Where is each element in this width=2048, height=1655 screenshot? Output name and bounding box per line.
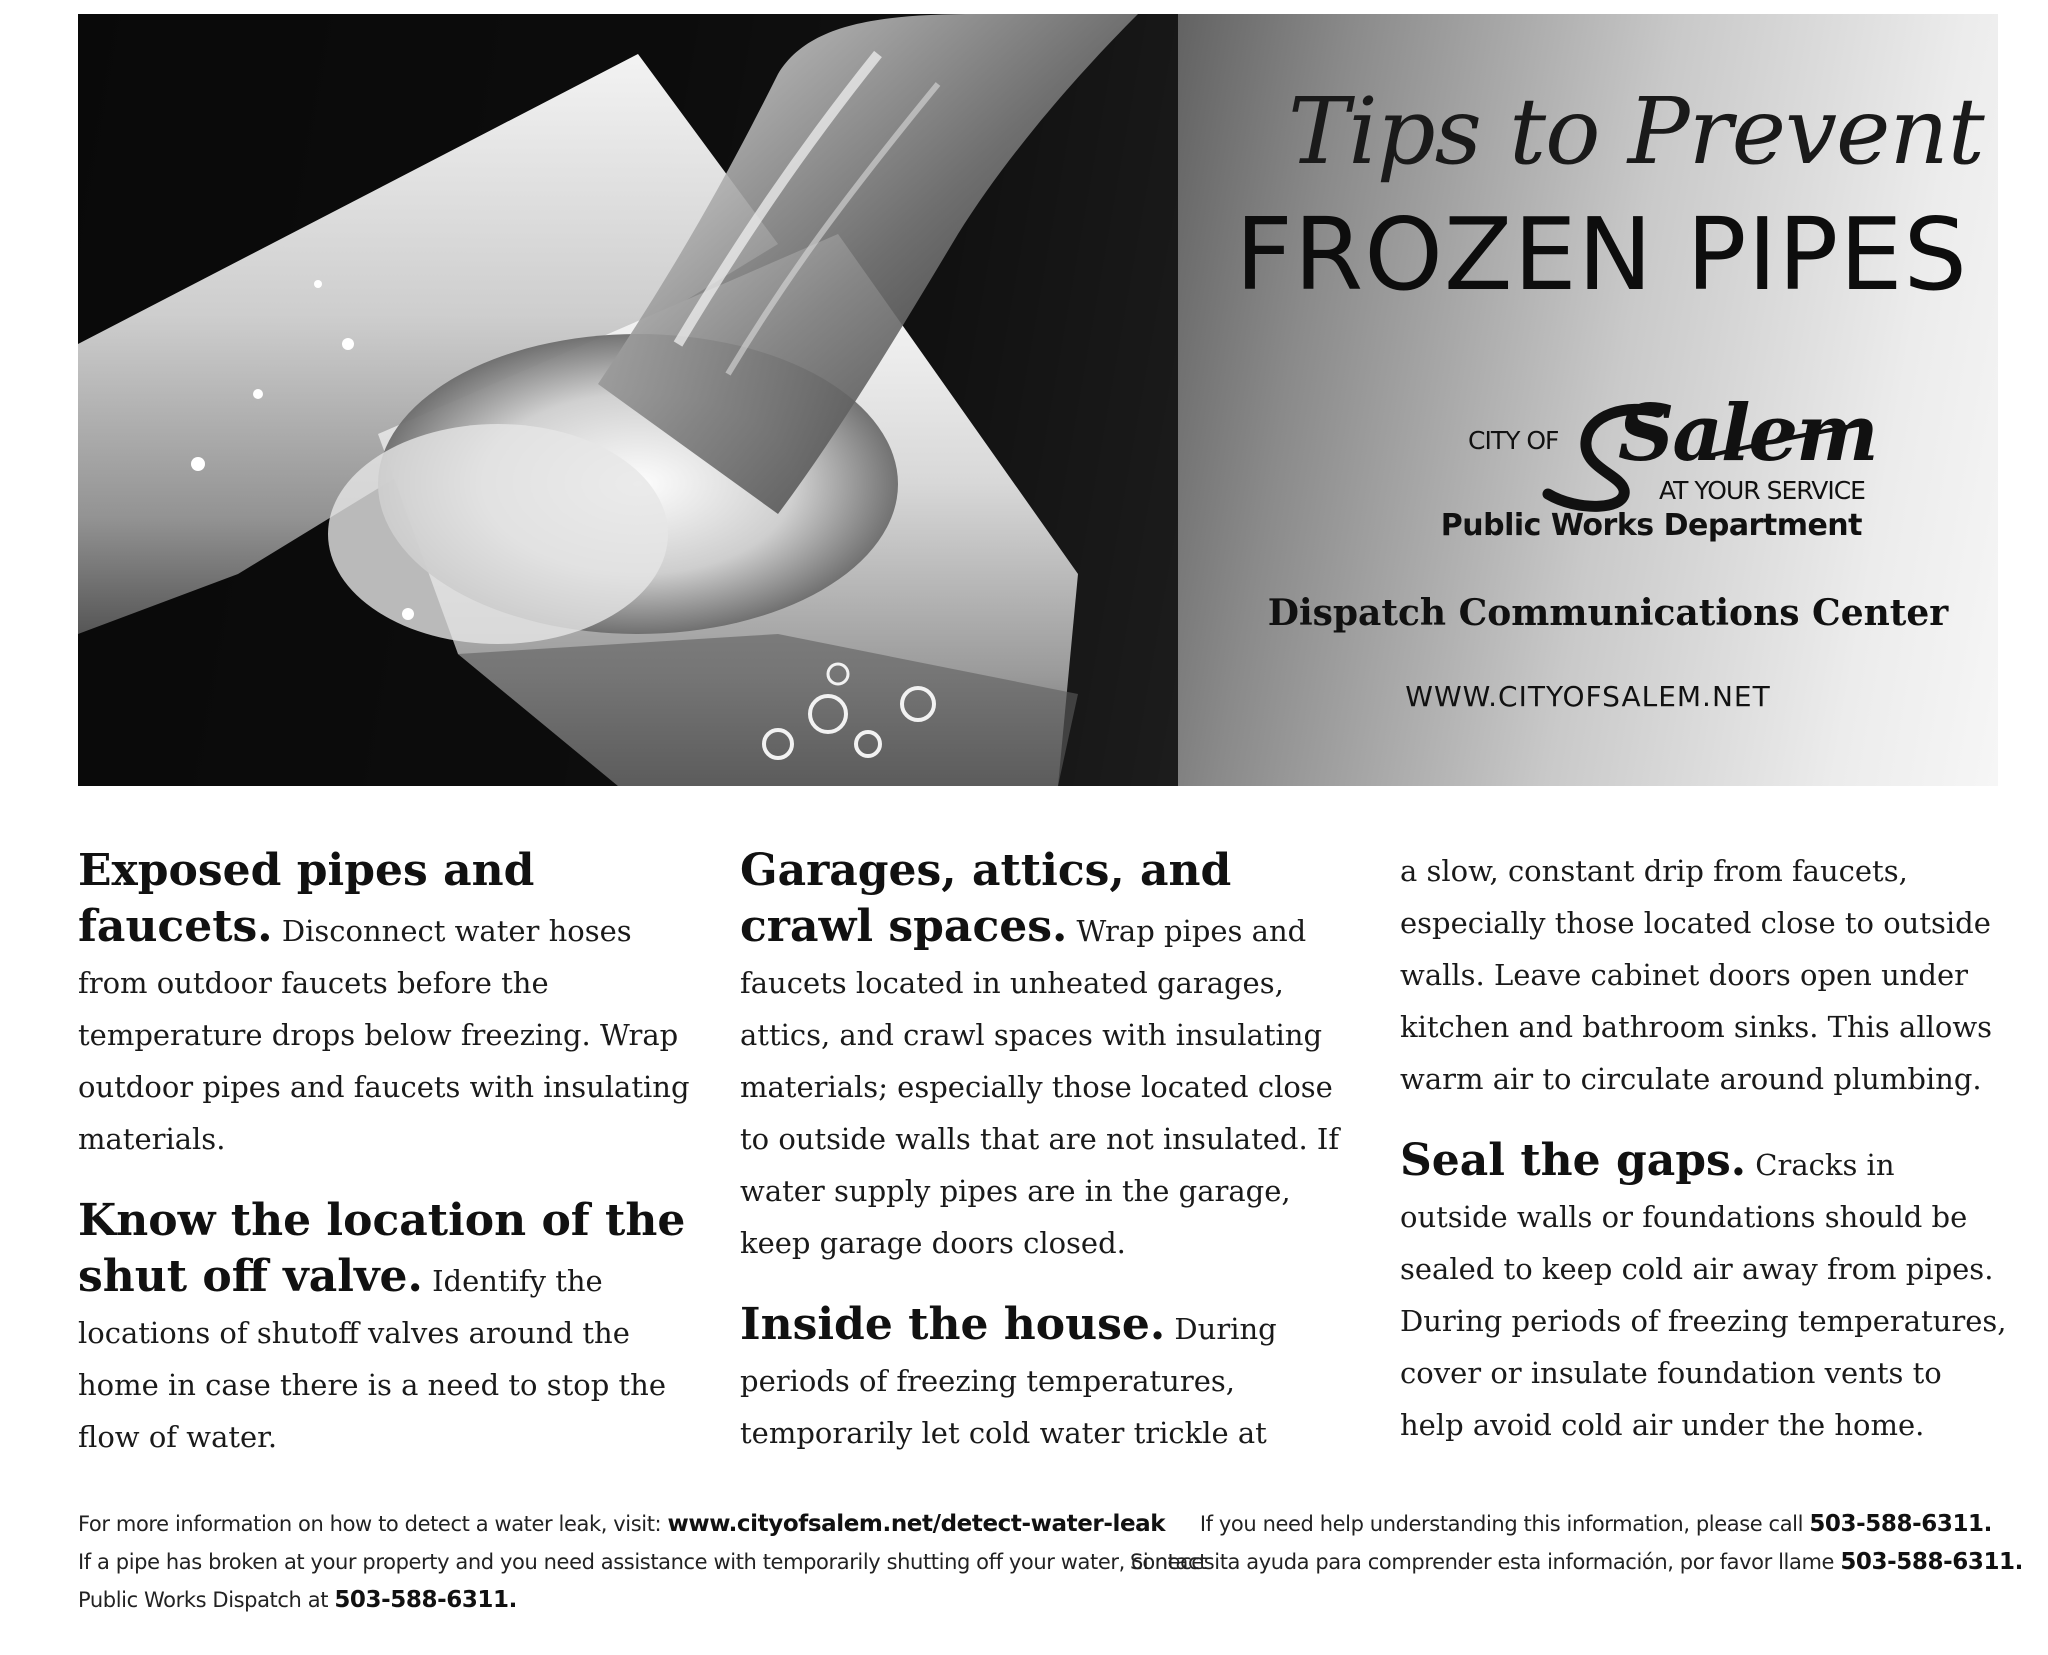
banner-title-main: FROZEN PIPES: [1235, 196, 1968, 313]
header-banner: [78, 14, 1998, 786]
banner-title-script: Tips to Prevent: [1288, 78, 1984, 185]
phone-number[interactable]: 503-588-6311.: [334, 1587, 517, 1613]
logo-wordmark: Salem: [1618, 388, 1877, 479]
tip-text: Disconnect water hoses from outdoor faucets before the temperature drops below freezing. Wrap outdoor pipes and faucets with insulating materials.: [78, 914, 690, 1156]
tip-text: During periods of freezing temperatures, temporarily let cold water trickle at: [740, 1312, 1277, 1450]
dispatch-center-name: Dispatch Communications Center: [1267, 592, 1949, 634]
footer-leak-text: For more information on how to detect a water leak, visit:: [78, 1512, 662, 1536]
tip-text: Cracks in outside walls or foundations should be sealed to keep cold air away from pipes. During periods of freezing temperatures, cover or insulate foundation vents to help avoid cold air under the home.: [1400, 1148, 2007, 1442]
tip-text: Identify the locations of shutoff valves around the home in case there is a need to stop the flow of water.: [78, 1264, 666, 1454]
tip-shutoff-valve: [78, 1195, 690, 1463]
tip-heading: Seal the gaps.: [1400, 1135, 1747, 1186]
phone-number[interactable]: 503-588-6311.: [1809, 1511, 1992, 1537]
logo-tagline: AT YOUR SERVICE: [1659, 476, 1865, 505]
tip-inside-house: [740, 1299, 1346, 1459]
phone-number[interactable]: 503-588-6311.: [1840, 1549, 2023, 1575]
help-spanish-text: Si necesita ayuda para comprender esta información, por favor llame: [1130, 1550, 1835, 1574]
tip-heading: Garages, attics, and crawl spaces.: [740, 845, 1232, 952]
tip-inside-house-continued: [1400, 845, 2010, 1105]
column-1: [78, 845, 690, 1493]
tip-text: Wrap pipes and faucets located in unheated garages, attics, and crawl spaces with insulating materials; especially those located close to outside walls that are not insulated. If water supply pipes are in the garage, keep garage doors closed.: [740, 914, 1340, 1260]
logo-city-of: CITY OF: [1468, 426, 1559, 455]
column-2: [740, 845, 1346, 1489]
tip-text: a slow, constant drip from faucets, especially those located close to outside walls. Leave cabinet doors open under kitchen and bathroom sinks. This allows warm air to circulate around plumbing.: [1400, 854, 1993, 1096]
footer-help-english: [1130, 1505, 1992, 1543]
footer-broken-line-2: [78, 1581, 1128, 1619]
website-link[interactable]: WWW.CITYOFSALEM.NET: [1405, 680, 1771, 713]
footer-leak-line: [78, 1505, 1166, 1543]
footer-broken-line-1: If a pipe has broken at your property and you need assistance with temporarily shutting off your water, contact: [78, 1550, 1207, 1574]
footer-broken-text: Public Works Dispatch at: [78, 1588, 329, 1612]
tip-heading: Inside the house.: [740, 1299, 1166, 1350]
tip-heading: Know the location of the shut off valve.: [78, 1195, 686, 1302]
tip-exposed-pipes: [78, 845, 690, 1165]
department-name: Public Works Department: [1440, 508, 1862, 543]
footer-help-spanish: [1130, 1543, 2023, 1581]
column-3: [1400, 845, 2010, 1481]
tip-heading: Exposed pipes and faucets.: [78, 845, 535, 952]
footer-left: [78, 1505, 1207, 1619]
footer-right: [1130, 1505, 2023, 1581]
leak-info-link[interactable]: www.cityofsalem.net/detect-water-leak: [667, 1511, 1166, 1537]
tip-seal-gaps: [1400, 1135, 2010, 1451]
tip-garages-attics: [740, 845, 1346, 1269]
help-english-text: If you need help understanding this information, please call: [1199, 1512, 1804, 1536]
